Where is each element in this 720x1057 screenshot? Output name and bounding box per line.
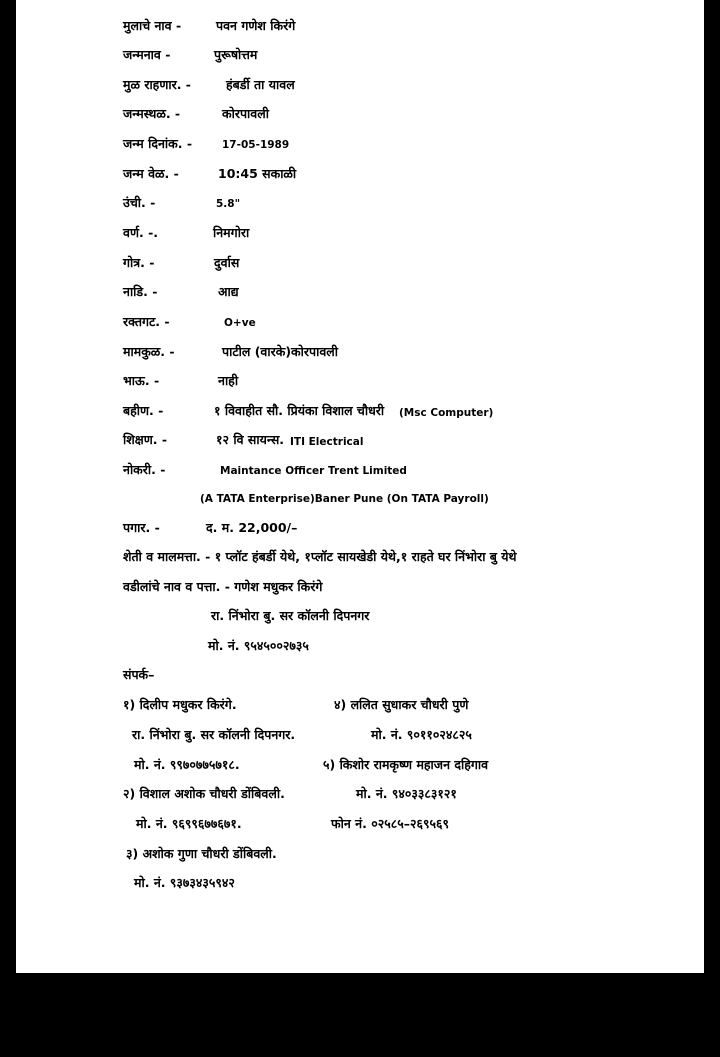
contact-4-phone: मो. नं. ९०११०२४८२५ <box>371 727 472 742</box>
value-job-line2: (A TATA Enterprise)Baner Pune (On TATA Payroll) <box>200 493 489 505</box>
value-native: हंबर्डी ता यावल <box>226 77 295 92</box>
property-line: शेती व मालमत्ता. - १ प्लॉट हंबर्डी येथे, १प्लॉट सायखेडी येथे,१ राहते घर निंभोरा बु येथे <box>123 549 517 564</box>
value-complexion: निमगोरा <box>213 225 250 240</box>
value-birthtime: 10:45 सकाळी <box>218 166 297 181</box>
label-birthplace: जन्मस्थळ. - <box>123 106 181 121</box>
value-birthplace: कोरपावली <box>222 106 269 121</box>
label-native: मुळ राहणार. - <box>123 77 191 92</box>
label-job: नोकरी. - <box>123 462 166 477</box>
document-page <box>16 0 704 973</box>
label-birthdate: जन्म दिनांक. - <box>123 136 193 151</box>
value-bloodgroup: O+ve <box>224 317 256 329</box>
value-gotra: दुर्वास <box>214 255 240 270</box>
contact-1-phone: मो. नं. ९९७०७७५७१८. <box>134 757 240 772</box>
label-complexion: वर्ण. -. <box>123 225 159 240</box>
label-birthtime: जन्म वेळ. - <box>123 166 179 181</box>
value-birthdate: 17-05-1989 <box>222 139 290 151</box>
label-mamkul: मामकुळ. - <box>123 344 175 359</box>
value-mamkul: पाटील (वारके)कोरपावली <box>222 344 338 359</box>
value-education-note: ITI Electrical <box>290 436 364 448</box>
label-brother: भाऊ. - <box>123 373 160 388</box>
value-sister-note: (Msc Computer) <box>399 407 494 419</box>
label-nadi: नाडि. - <box>123 284 158 299</box>
contact-3-phone: मो. नं. ९३७३४३५९४२ <box>134 875 235 890</box>
value-nadi: आद्य <box>218 284 239 299</box>
value-education: १२ वि सायन्स. <box>216 432 285 447</box>
label-education: शिक्षण. - <box>123 432 168 447</box>
contact-5-name: ५) किशोर रामकृष्ण महाजन दहिगाव <box>323 757 489 772</box>
contact-3-name: ३) अशोक गुणा चौधरी डोंबिवली. <box>126 846 277 861</box>
value-brother: नाही <box>218 373 239 388</box>
label-salary: पगार. - <box>123 520 160 535</box>
contact-5-landline: फोन नं. ०२५८५–२६९५६९ <box>331 816 449 831</box>
label-bloodgroup: रक्तगट. - <box>123 314 170 329</box>
contact-5-phone: मो. नं. ९४०३३८३१२१ <box>356 786 457 801</box>
contacts-heading: संपर्क– <box>123 667 155 682</box>
value-sister: १ विवाहीत सौ. प्रियंका विशाल चौधरी <box>214 403 385 418</box>
contact-2-phone: मो. नं. ९६९९६७७६७१. <box>136 816 242 831</box>
father-line: वडीलांचे नाव व पत्ता. - गणेश मधुकर किरंगे <box>123 579 323 594</box>
father-address: रा. निंभोरा बु. सर कॉलनी दिपनगर <box>211 608 370 623</box>
value-janmanav: पुरूषोत्तम <box>214 47 258 62</box>
value-job: Maintance Officer Trent Limited <box>220 465 407 477</box>
value-height: 5.8" <box>216 198 241 210</box>
label-gotra: गोत्र. - <box>123 255 155 270</box>
contact-1-name: १) दिलीप मधुकर किरंगे. <box>123 697 237 712</box>
label-name: मुलाचे नाव - <box>123 18 182 33</box>
value-salary: द. म. 22,000/– <box>206 520 298 535</box>
label-janmanav: जन्मनाव - <box>123 47 171 62</box>
contact-1-address: रा. निंभोरा बु. सर कॉलनी दिपनगर. <box>132 727 296 742</box>
contact-4-name: ४) ललित सुधाकर चौधरी पुणे <box>334 697 469 712</box>
father-phone: मो. नं. ९५४५००२७३५ <box>208 638 309 653</box>
contact-2-name: २) विशाल अशोक चौधरी डोंबिवली. <box>123 786 285 801</box>
label-sister: बहीण. - <box>123 403 164 418</box>
label-height: उंची. - <box>123 195 156 210</box>
value-name: पवन गणेश किरंगे <box>216 18 296 33</box>
